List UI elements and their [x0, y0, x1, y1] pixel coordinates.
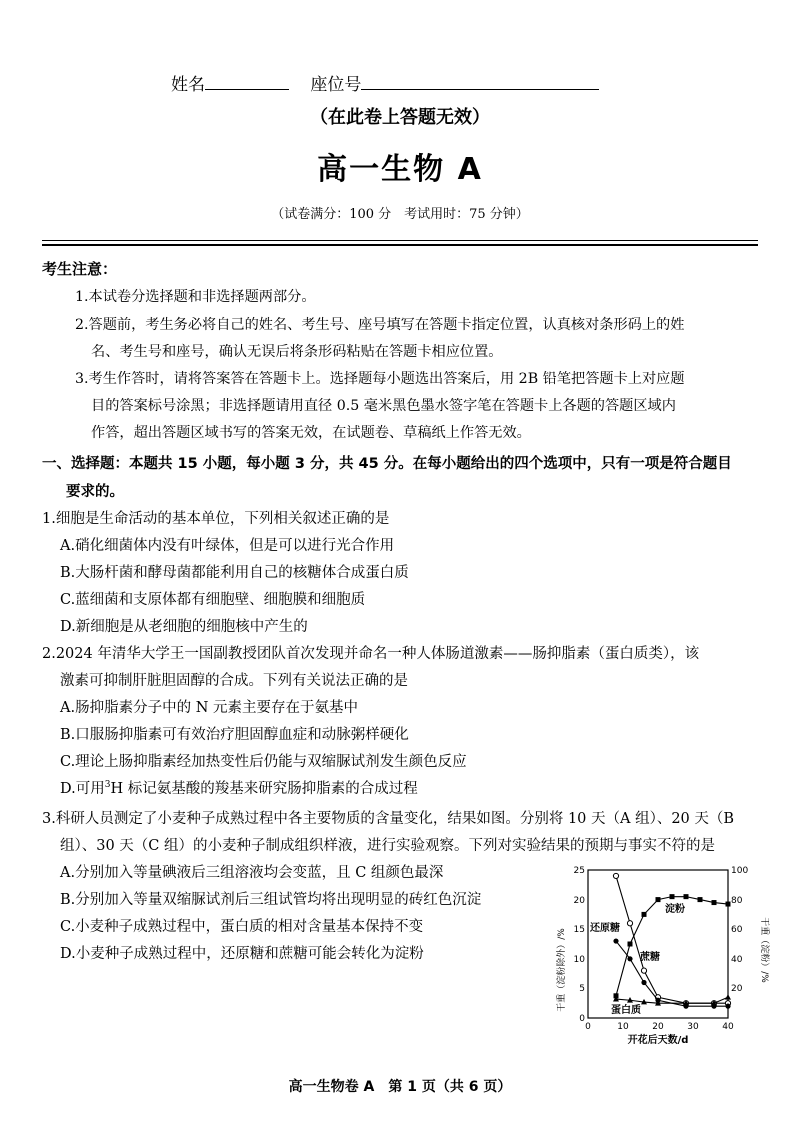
seat-label: 座位号 [310, 75, 362, 95]
data-point [641, 968, 646, 973]
q3-stem-line-1: 3.科研人员测定了小麦种子成熟过程中各主要物质的含量变化，结果如图。分别将 10 天（A 组）、20 天（B [42, 811, 735, 827]
data-point [656, 897, 661, 902]
yl-tick: 25 [573, 866, 585, 876]
x-tick: 10 [617, 1022, 629, 1032]
instruction-1: 1.本试卷分选择题和非选择题两部分。 [75, 289, 316, 305]
q3-stem-line-2: 组）、30 天（C 组）的小麦种子制成组织样液，进行实验观察。下列对实验结果的预期与事实不符的是 [60, 838, 716, 854]
yr-tick: 100 [731, 866, 749, 876]
left-y-ticks [574, 866, 586, 1024]
label-reducing-sugar: 还原糖 [590, 923, 620, 934]
data-point [627, 921, 632, 926]
q3-option-d: D.小麦种子成熟过程中，还原糖和蔗糖可能会转化为淀粉 [60, 946, 424, 962]
q2-option-a: A.肠抑脂素分子中的 N 元素主要存在于氨基中 [60, 700, 358, 716]
q2-option-d [60, 777, 418, 798]
header-divider-thin [42, 240, 758, 241]
page-title: 高一生物 A [317, 152, 483, 187]
q3-option-b: B.分别加入等量双缩脲试剂后三组试管均将出现明显的砖红色沉淀 [60, 892, 482, 908]
label-starch: 淀粉 [665, 904, 685, 915]
instruction-2-line-1: 2.答题前，考生务必将自己的姓名、考生号、座号填写在答题卡指定位置，认真核对条形码上的姓 [75, 317, 685, 333]
yr-tick: 60 [731, 925, 743, 935]
q3-option-c: C.小麦种子成熟过程中，蛋白质的相对含量基本保持不变 [60, 919, 424, 935]
x-tick: 30 [687, 1022, 699, 1032]
yl-tick: 15 [573, 925, 585, 935]
data-point [670, 894, 675, 899]
answer-invalid-notice: （在此卷上答题无效） [310, 107, 490, 128]
data-point [712, 900, 717, 905]
yr-tick: 80 [731, 896, 743, 906]
q1-option-b: B.大肠杆菌和酵母菌都能利用自己的核糖体合成蛋白质 [60, 565, 409, 581]
x-tick-origin: 0 [585, 1022, 591, 1032]
series-line-1 [616, 941, 728, 1006]
q1-option-a: A.硝化细菌体内没有叶绿体，但是可以进行光合作用 [60, 538, 395, 554]
data-point [613, 938, 618, 943]
data-point [628, 942, 633, 947]
x-ticks [585, 1022, 734, 1032]
seat-blank[interactable] [361, 73, 599, 90]
x-tick: 20 [652, 1022, 664, 1032]
chart-series-group [613, 873, 731, 1008]
instruction-2-line-2: 名、考生号和座号，确认无误后将条形码粘贴在答题卡相应位置。 [91, 344, 503, 360]
yl-tick: 0 [579, 1014, 585, 1024]
exam-info: （试卷满分：100 分 考试用时：75 分钟） [271, 207, 529, 222]
data-point [725, 1004, 730, 1009]
data-point [613, 873, 618, 878]
label-protein: 蛋白质 [611, 1005, 641, 1016]
name-seat-line [171, 70, 599, 95]
data-point [641, 980, 646, 985]
q2-option-d-rest: H 标记氨基酸的羧基来研究肠抑脂素的合成过程 [110, 781, 418, 797]
q1-option-d: D.新细胞是从老细胞的细胞核中产生的 [60, 619, 308, 635]
data-point [684, 894, 689, 899]
yl-tick: 10 [573, 955, 585, 965]
page-footer: 高一生物卷 A 第 1 页（共 6 页） [288, 1079, 512, 1095]
yr-tick: 40 [731, 955, 743, 965]
data-point [642, 912, 647, 917]
header-divider-thick [42, 244, 758, 246]
name-label: 姓名 [171, 75, 205, 95]
q2-option-b: B.口服肠抑脂素可有效治疗胆固醇血症和动脉粥样硬化 [60, 727, 409, 743]
q2-stem-line-2: 激素可抑制肝脏胆固醇的合成。下列有关说法正确的是 [60, 673, 408, 689]
q1-option-c: C.蓝细菌和支原体都有细胞壁、细胞膜和细胞质 [60, 592, 366, 608]
section-1-heading-line-2: 要求的。 [66, 484, 124, 500]
instruction-3-line-3: 作答，超出答题区域书写的答案无效，在试题卷、草稿纸上作答无效。 [91, 425, 531, 441]
right-y-ticks [731, 866, 748, 994]
q2-option-d-superscript: 3 [104, 780, 111, 791]
instructions-heading: 考生注意： [42, 260, 118, 278]
data-point [627, 956, 632, 961]
q2-stem-line-1: 2.2024 年清华大学王一国副教授团队首次发现并命名一种人体肠道激素——肠抑脂素（蛋白质类），该 [42, 646, 700, 662]
yl-tick: 5 [579, 984, 585, 994]
q1-stem: 1.细胞是生命活动的基本单位，下列相关叙述正确的是 [42, 511, 390, 527]
q2-option-d-prefix: D.可用 [60, 781, 105, 797]
right-axis-label: 干重（淀粉）/% [759, 917, 769, 983]
data-point [725, 994, 731, 1000]
q2-option-c: C.理论上肠抑脂素经加热变性后仍能与双缩脲试剂发生颜色反应 [60, 754, 467, 770]
q3-option-a: A.分别加入等量碘液后三组溶液均会变蓝，且 C 组颜色最深 [60, 865, 444, 881]
x-tick: 40 [722, 1022, 734, 1032]
left-axis-label: 干重（淀粉除外）/% [557, 928, 567, 1012]
instruction-3-line-1: 3.考生作答时，请将答案答在答题卡上。选择题每小题选出答案后，用 2B 铅笔把答题卡上对应题 [75, 371, 685, 387]
x-axis-label: 开花后天数/d [627, 1035, 689, 1046]
yr-tick: 20 [731, 984, 743, 994]
data-point [698, 897, 703, 902]
section-1-heading-line-1: 一、选择题：本题共 15 小题，每小题 3 分，共 45 分。在每小题给出的四个选项中，只有一项是符合题目 [42, 456, 732, 472]
name-blank[interactable] [205, 73, 289, 90]
label-sucrose: 蔗糖 [640, 952, 660, 963]
data-point [726, 902, 731, 907]
wheat-seed-chart [554, 860, 772, 1050]
yl-tick: 20 [573, 896, 585, 906]
instruction-3-line-2: 目的答案标号涂黑；非选择题请用直径 0.5 毫米黑色墨水签字笔在答题卡上各题的答题区域内 [91, 398, 676, 414]
